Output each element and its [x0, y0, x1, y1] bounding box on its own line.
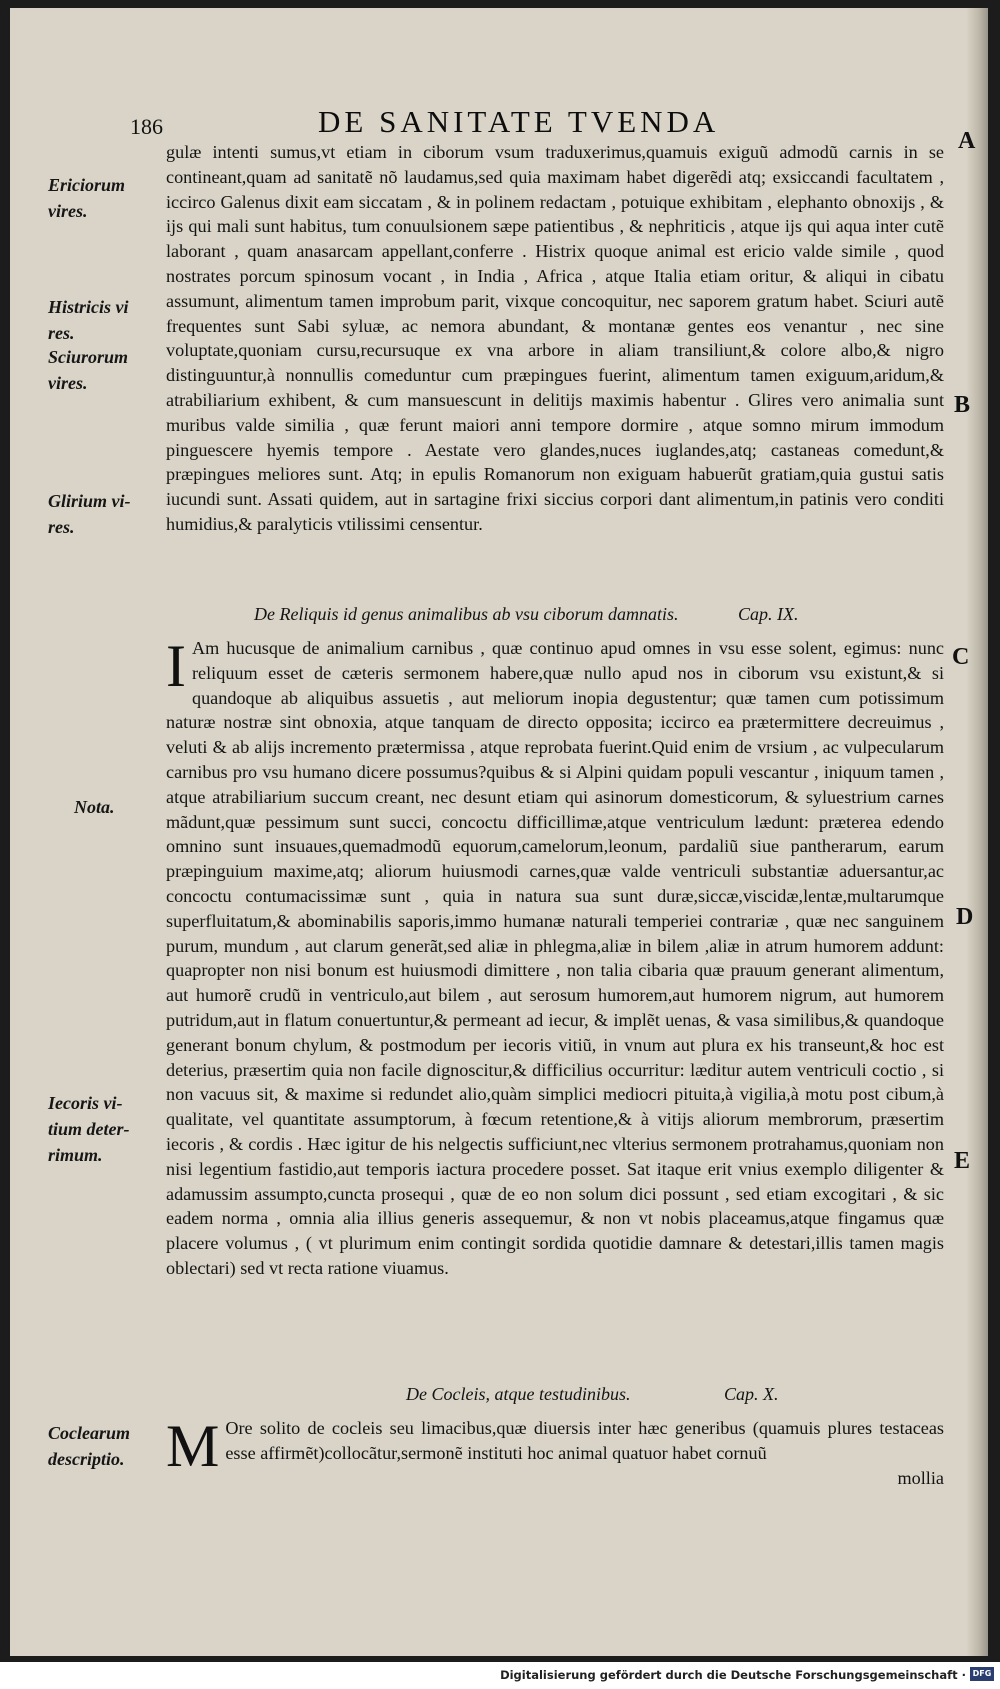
margin-note-nota: Nota. — [74, 797, 115, 817]
paragraph-main — [166, 140, 944, 537]
chapter-9-heading — [166, 604, 944, 630]
margin-note-histricis: Histricis vi res. — [48, 297, 129, 343]
chapter-10-dropcap: M — [166, 1413, 220, 1479]
margin-note-glirium: Glirium vi- res. — [48, 491, 131, 537]
section-letter-d: D — [956, 904, 974, 930]
chapter-9-text: Am hucusque de animalium carnibus , quæ continuo apud omnes in vsu esse solent, egimus: nunc reliquum esset de cæteris sermonem habere,quæ nullo apud nos in ciborum vsu existunt,& si quandoque ab aliquibus assuetis , aut meliorum inopia degustentur; quæ tamen cum potissimum naturæ nostræ sint obnoxia, atque tanquam de directo opposita; iccirco ea prætermittere decreuimus , veluti & ab alijs incremento prætermissa , atque reprobata fuerint.Quid enim de vrsium , ac vulpecularum carnibus pro vsu humano dicere possumus?quibus & si Alpini quidam populi vescantur , iniquum tamen , atque atrabiliarium succum creant, nec desunt etiam qui asinorum domesticorum, & syluestrium carnes mãdunt,quæ pessimum sunt succi, concoctu difficillimæ,atque ventriculum lædunt: præterea edendo omnino sunt insuaues,quemadmodũ equorum,camelorum,leonum, pardaliũ siue pantherarum, earum præpinguium maxime,atq; aliorum huiusmodi carnes,quæ valde ventriculi substantiæ aduersantur,ac concoctu contumacissimæ sunt , quia in natura sua sunt duræ,siccæ,viscidæ,lentæ,multarumque superfluitatum,& abominabilis saporis,immo humanæ naturali temperiei contrariæ , quæ nec sanguinem purum, mundum , aut clarum generãt,sed aliæ in phlegma,aliæ in bilem ,aliæ in atrum humorem addunt: quapropter non nisi bonum est huiusmodi dimittere , non talia cibaria quæ prauum generant alimentum, aut humorẽ crudũ in ventriculo,aut bilem , aut serosum humorem,aut humorem nigrum, aut humorem putridum,aut in flatum conuertuntur,& permeant ad iecur, & implẽt uenas, & vasa similibus,& quandoque generant bonum chylum, & postmodum per iecoris vitiũ, in vnum aut plura ex his transeunt,& hoc est deterius, præsertim quia non facile dignoscitur,& difficilius occurritur: læditur autem ventriculi coctio , si non vacuus sit, & maxime si redundet alio,quàm simplici mediocri pituita,à vigilia,à motu post cibum,à qualitate, vel quantitate assumptorum, à fœcum retentione,& à vitijs aliorum membrorum, præsertim iecoris , & cordis . Hæc igitur de his nelgectis sufficiunt,nec vlterius sermonem protrahamus,quoniam non nisi legentium fastidio,aut temporis iactura procedere posset. Sat itaque erit vnius exemplo diligenter & adamussim assumpto,cuncta prosequi , quæ de eo non solum dici possunt , sed etiam excogitari , & sic eadem norma , omnia alia illius generis assequemur, & non vt nobis placeamus,atque fingamus quæ placere volumus , ( vt plurimum enim contingit sordida quotidie damnare & detestari,illis tamen magis oblectari) sed vt recta ratione viuamus. — [166, 638, 944, 1278]
section-letter-b: B — [954, 392, 971, 418]
chapter-10-number: Cap. X. — [724, 1384, 779, 1404]
chapter-10-text: Ore solito de cocleis seu limacibus,quæ diuersis inter hæc generibus (quamuis plures testaceas esse affirmẽt)collocãtur,sermonẽ instituti hoc animal quatuor habet cornuũ — [225, 1418, 944, 1463]
section-letter-e: E — [954, 1148, 971, 1174]
chapter-9-number: Cap. IX. — [738, 604, 799, 624]
chapter-10-title: De Cocleis, atque testudinibus. — [406, 1384, 631, 1404]
margin-note-coclearum: Coclearum descriptio. — [48, 1423, 131, 1469]
page-number: 186 — [130, 114, 163, 139]
section-letter-a: A — [958, 128, 976, 154]
page-header — [118, 100, 958, 144]
margin-note-iecoris: Iecoris vi- tium deter- rimum. — [48, 1093, 130, 1165]
chapter-10-body — [166, 1413, 944, 1490]
book-page — [10, 8, 988, 1656]
margin-note-ericiorum: Ericiorum vires. — [48, 175, 126, 221]
chapter-9-title: De Reliquis id genus animalibus ab vsu ciborum damnatis. — [254, 604, 679, 624]
section-letter-c: C — [952, 644, 970, 670]
page-edge — [966, 8, 988, 1656]
paragraph-text: gulæ intenti sumus,vt etiam in ciborum vsum traduxerimus,quamuis exiguũ admodũ carnis in se contineant,quam ad sanitatẽ nõ laudamus,sed quia maximam habet digerẽdi atq; exsiccandi facultatem , iccirco Galenus dixit eam siccatam , & in polinem redactam , potuique exhibitam , elephanto obnoxijs , & ijs qui mali sunt habitus, tum conuulsionem sæpe patientibus , & nephriticis , atque ijs qui aqua inter cutẽ laborant , quam anasarcam appellant,conferre . Histrix quoque animal est ericio valde simile , quod nostrates porcum spinosum vocant , in India , Africa , atque Italia etiam oritur, & aliqui in cibatu assumunt, alimentum tamen improbum parit, vixque concoquitur, nec saporem gratum habet. Sciuri autẽ frequentes sunt Sabi syluæ, ac nemora abundant, & montanæ gentes eos venantur , nec sine voluptate,quoniam cursu,recursuque ex vna arbore in aliam transiliunt,& colore albo,& nigro distinguuntur,à nonnullis comeduntur cum præpingues fuerint, alimentum tamen exiguum,aridum,& atrabiliarium exhibent, & cum mansuescunt in delitijs maximis habentur . Glires vero animalia sunt muribus valde similia , quæ ferunt maiori anni tempore dormire , atque somno mirum immodum pinguescere hyemis tempore . Aestate vero glandes,nuces iuglandes,atq; castaneas comedunt,& præpingues meliores sunt. Atq; in epulis Romanorum non exiguam habuerũt gratiam,quia gustui satis iucundi sunt. Assati quidem, aut in sartagine frixi siccius corpori dant alimentum,in patinis vero conditi humidius,& paralyticis vtilissimi censentur. — [166, 142, 944, 534]
footer-credit: Digitalisierung gefördert durch die Deutsche Forschungsgemeinschaft · — [500, 1668, 966, 1682]
chapter-9-dropcap: I — [166, 633, 186, 699]
digitization-footer — [0, 1662, 1000, 1689]
catchword: mollia — [897, 1467, 944, 1488]
chapter-9-body — [166, 633, 944, 1281]
chapter-10-heading — [166, 1384, 944, 1410]
dfg-logo: DFG — [970, 1667, 994, 1681]
running-title: DE SANITATE TVENDA — [318, 104, 720, 139]
margin-note-sciurorum: Sciurorum vires. — [48, 347, 129, 393]
